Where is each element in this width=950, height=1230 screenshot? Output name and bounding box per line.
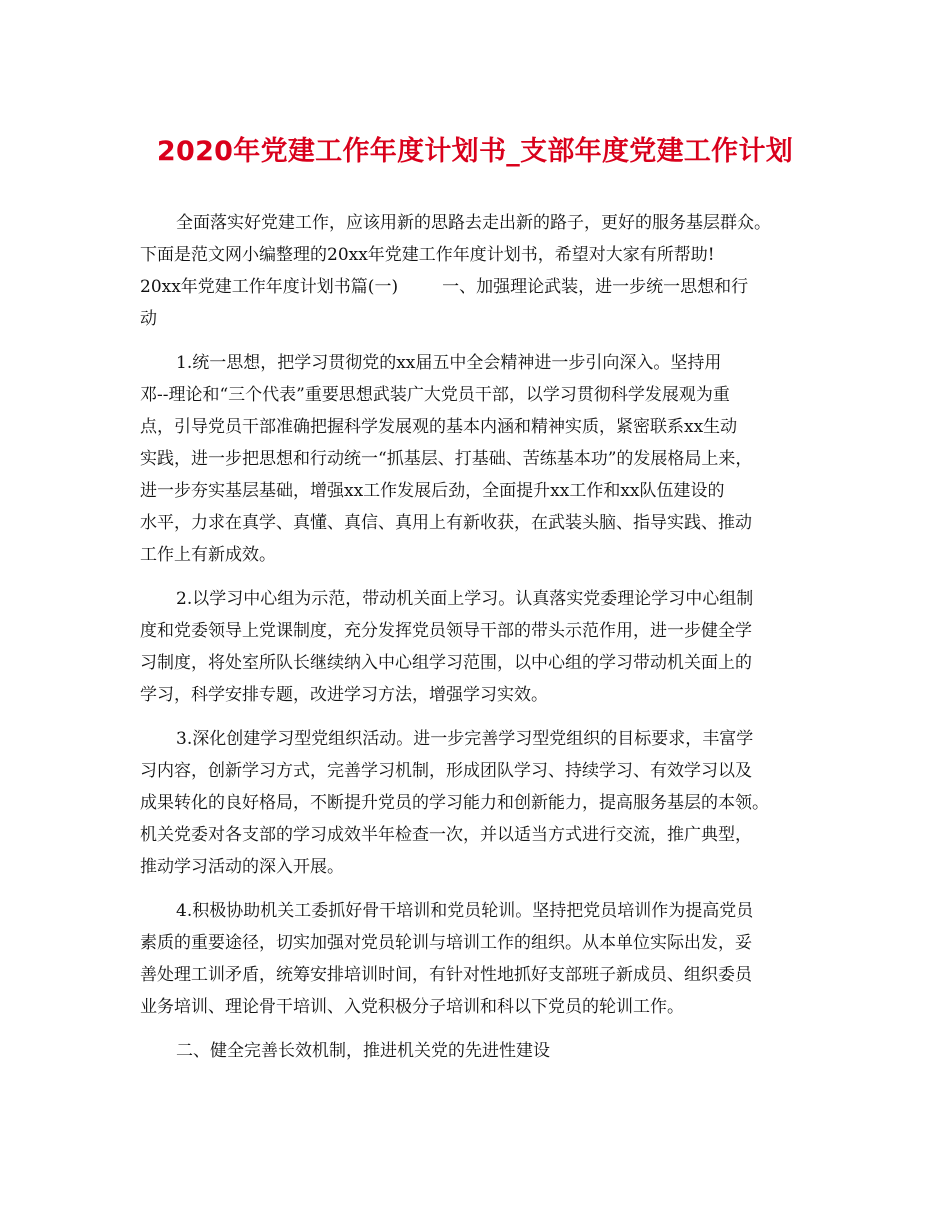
paragraph-3-line-4: 机关党委对各支部的学习成效半年检查一次，并以适当方式进行交流，推广典型， bbox=[140, 825, 752, 845]
paragraph-1-line-3: 点，引导党员干部准确把握科学发展观的基本内涵和精神实质，紧密联系xx生动 bbox=[140, 417, 738, 437]
paragraph-2-line-2: 度和党委领导上党课制度，充分发挥党员领导干部的带头示范作用，进一步健全学 bbox=[140, 621, 752, 641]
paragraph-2-line-3: 习制度，将处室所队长继续纳入中心组学习范围，以中心组的学习带动机关面上的 bbox=[140, 653, 752, 673]
document-title: 2020年党建工作年度计划书_支部年度党建工作计划 bbox=[156, 136, 794, 167]
paragraph-2-line-1: 2.以学习中心组为示范，带动机关面上学习。认真落实党委理论学习中心组制 bbox=[176, 589, 754, 609]
paragraph-1-line-7: 工作上有新成效。 bbox=[140, 545, 276, 565]
paragraph-1-line-5: 进一步夯实基层基础，增强xx工作发展后劲，全面提升xx工作和xx队伍建设的 bbox=[140, 481, 725, 501]
plan-heading-line bbox=[140, 271, 840, 303]
paragraph-4-line-3: 善处理工训矛盾，统筹安排培训时间，有针对性地抓好支部班子新成员、组织委员 bbox=[140, 965, 752, 985]
section-1-heading: 一、加强理论武装，进一步统一思想和行 bbox=[442, 277, 749, 297]
document-body bbox=[140, 207, 840, 1067]
paragraph-1-line-2: 邓--理论和“三个代表”重要思想武装广大党员干部，以学习贯彻科学发展观为重 bbox=[140, 385, 730, 405]
paragraph-4-line-1: 4.积极协助机关工委抓好骨干培训和党员轮训。坚持把党员培训作为提高党员 bbox=[176, 901, 754, 921]
paragraph-4-line-2: 素质的重要途径，切实加强对党员轮训与培训工作的组织。从本单位实际出发，妥 bbox=[140, 933, 752, 953]
intro-line-2: 下面是范文网小编整理的20xx年党建工作年度计划书，希望对大家有所帮助! bbox=[140, 245, 715, 265]
paragraph-4-line-4: 业务培训、理论骨干培训、入党积极分子培训和科以下党员的轮训工作。 bbox=[140, 997, 684, 1017]
paragraph-3-line-5: 推动学习活动的深入开展。 bbox=[140, 857, 344, 877]
plan-subtitle: 20xx年党建工作年度计划书篇(一) bbox=[140, 277, 399, 297]
paragraph-3-line-1: 3.深化创建学习型党组织活动。进一步完善学习型党组织的目标要求，丰富学 bbox=[176, 729, 754, 749]
intro-line-1: 全面落实好党建工作，应该用新的思路去走出新的路子，更好的服务基层群众。 bbox=[176, 213, 771, 233]
section-2-heading: 二、健全完善长效机制，推进机关党的先进性建设 bbox=[176, 1041, 550, 1061]
paragraph-1-line-1: 1.统一思想，把学习贯彻党的xx届五中全会精神进一步引向深入。坚持用 bbox=[176, 353, 722, 373]
paragraph-3-line-2: 习内容，创新学习方式，完善学习机制，形成团队学习、持续学习、有效学习以及 bbox=[140, 761, 752, 781]
paragraph-2-line-4: 学习，科学安排专题，改进学习方法，增强学习实效。 bbox=[140, 685, 548, 705]
paragraph-3-line-3: 成果转化的良好格局，不断提升党员的学习能力和创新能力，提高服务基层的本领。 bbox=[140, 793, 769, 813]
paragraph-1-line-4: 实践，进一步把思想和行动统一“抓基层、打基础、苦练基本功”的发展格局上来， bbox=[140, 449, 753, 469]
paragraph-1-line-6: 水平，力求在真学、真懂、真信、真用上有新收获，在武装头脑、指导实践、推动 bbox=[140, 513, 752, 533]
section-1-heading-cont: 动 bbox=[140, 309, 157, 329]
